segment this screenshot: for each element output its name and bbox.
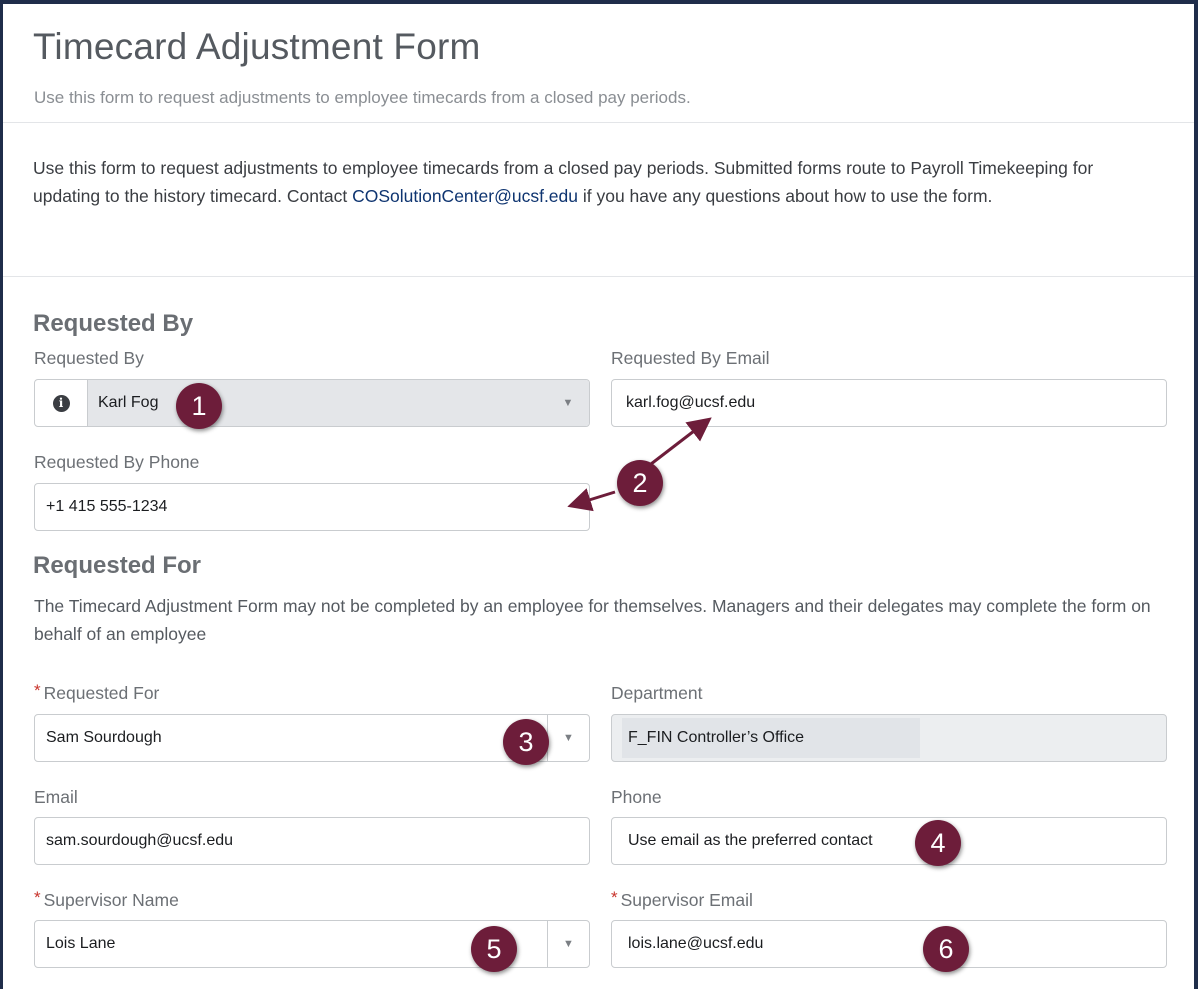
required-marker: * [34, 681, 41, 700]
supervisor-name-label [34, 890, 179, 911]
supervisor-name-value: Lois Lane [46, 935, 116, 952]
department-value: F_FIN Controller’s Office [628, 729, 805, 746]
requested-for-heading: Requested For [33, 552, 202, 579]
chevron-down-icon[interactable]: ▼ [547, 715, 589, 761]
requested-by-lookup[interactable] [34, 379, 590, 427]
requested-for-description: The Timecard Adjustment Form may not be completed by an employee for themselves. Managers and their delegates may complete the form on behalf of an employee [34, 596, 1151, 644]
info-button[interactable] [35, 380, 87, 426]
supervisor-email-field[interactable] [611, 920, 1167, 968]
email-label: Email [34, 787, 78, 807]
page-title: Timecard Adjustment Form [33, 26, 481, 67]
requested-by-email-label: Requested By Email [611, 348, 770, 368]
support-email-link[interactable]: COSolutionCenter@ucsf.edu [352, 186, 578, 206]
phone-value: Use email as the preferred contact [628, 832, 873, 849]
header-divider [3, 122, 1194, 123]
required-marker: * [34, 888, 41, 907]
required-marker: * [611, 888, 618, 907]
department-label: Department [611, 683, 703, 703]
requested-for-label-text: Requested For [43, 683, 160, 703]
intro-divider [3, 276, 1194, 277]
email-field[interactable] [34, 817, 590, 865]
requested-for-value: Sam Sourdough [46, 729, 162, 746]
requested-by-label: Requested By [34, 348, 144, 368]
phone-field[interactable] [611, 817, 1167, 865]
supervisor-email-value: lois.lane@ucsf.edu [628, 935, 764, 952]
requested-by-heading: Requested By [33, 310, 194, 337]
callout-badge-4: 4 [915, 820, 961, 866]
requested-by-phone-label: Requested By Phone [34, 452, 200, 472]
requested-by-phone-value: +1 415 555-1234 [46, 498, 168, 515]
page-subtitle: Use this form to request adjustments to employee timecards from a closed pay periods. [34, 88, 691, 107]
supervisor-name-label-text: Supervisor Name [43, 890, 179, 910]
callout-badge-2: 2 [617, 460, 663, 506]
requested-by-email-value: karl.fog@ucsf.edu [626, 394, 756, 411]
intro-text [33, 154, 1158, 210]
form-window [3, 4, 1194, 989]
callout-badge-1: 1 [176, 383, 222, 429]
info-icon: i [53, 395, 70, 412]
requested-by-value: Karl Fog [98, 394, 159, 411]
requested-by-select[interactable] [87, 380, 589, 426]
department-field [611, 714, 1167, 762]
email-value: sam.sourdough@ucsf.edu [46, 832, 234, 849]
supervisor-email-label-text: Supervisor Email [620, 890, 753, 910]
requested-for-label [34, 683, 159, 704]
arrow-to-email [651, 421, 707, 464]
intro-text-before: Use this form to request adjustments to employee timecards from a closed pay periods. Submitted forms route to Payroll Timekeeping for updating to the history timecard. Contact [33, 158, 1094, 206]
supervisor-email-label [611, 890, 753, 911]
requested-by-email-field[interactable] [611, 379, 1167, 427]
requested-by-phone-field[interactable] [34, 483, 590, 531]
chevron-down-icon[interactable]: ▼ [562, 397, 574, 409]
phone-label: Phone [611, 787, 662, 807]
callout-badge-5: 5 [471, 926, 517, 972]
callout-badge-6: 6 [923, 926, 969, 972]
callout-badge-3: 3 [503, 719, 549, 765]
chevron-down-icon[interactable]: ▼ [547, 921, 589, 967]
intro-text-after: if you have any questions about how to use the form. [578, 186, 993, 206]
